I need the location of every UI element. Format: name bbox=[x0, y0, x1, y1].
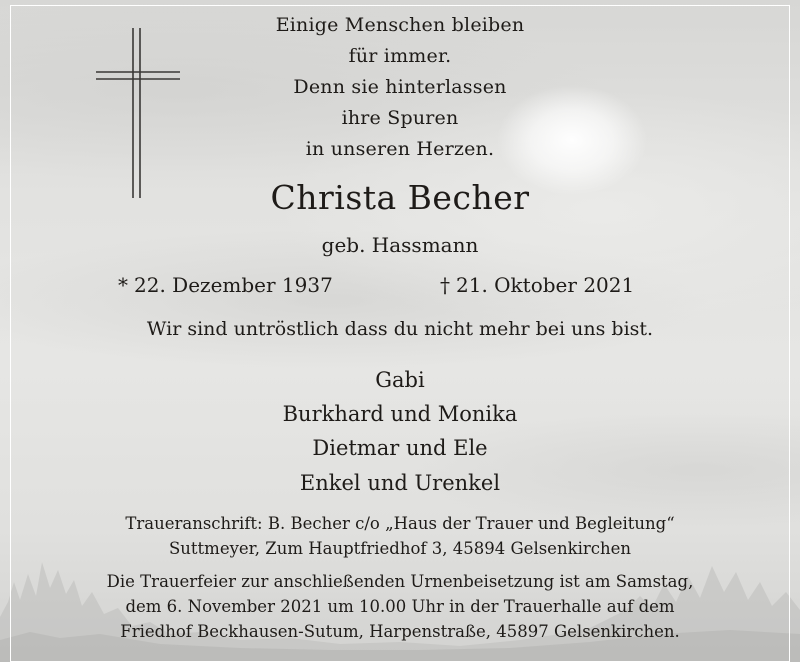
mourner-line-2: Burkhard und Monika bbox=[282, 402, 518, 426]
death-symbol: † bbox=[440, 273, 450, 297]
verse-line-2: für immer. bbox=[348, 45, 452, 67]
birth-date-text: 22. Dezember 1937 bbox=[134, 273, 333, 297]
address-line-2: Suttmeyer, Zum Hauptfriedhof 3, 45894 Gelsenkirchen bbox=[168, 539, 632, 558]
birth-date bbox=[118, 273, 333, 297]
mourner-line-4: Enkel und Urenkel bbox=[299, 471, 501, 495]
grief-line: Wir sind untröstlich dass du nicht mehr bei uns bist. bbox=[146, 318, 654, 340]
ceremony-line-3: Friedhof Beckhausen-Sutum, Harpenstraße, 45897 Gelsenkirchen. bbox=[120, 622, 680, 641]
verse-line-3: Denn sie hinterlassen bbox=[293, 76, 507, 98]
maiden-name: geb. Hassmann bbox=[321, 233, 479, 257]
address-line-1: Traueranschrift: B. Becher c/o „Haus der Trauer und Begleitung“ bbox=[125, 514, 675, 533]
death-date-text: 21. Oktober 2021 bbox=[456, 273, 635, 297]
mourner-line-1: Gabi bbox=[375, 368, 425, 392]
verse-line-4: ihre Spuren bbox=[341, 107, 459, 129]
deceased-name: Christa Becher bbox=[270, 178, 530, 217]
ceremony-line-2: dem 6. November 2021 um 10.00 Uhr in der Trauerhalle auf dem bbox=[125, 597, 675, 616]
verse-line-5: in unseren Herzen. bbox=[305, 138, 495, 160]
mourner-line-3: Dietmar und Ele bbox=[312, 436, 488, 460]
birth-symbol: * bbox=[118, 273, 128, 297]
death-date bbox=[440, 273, 634, 297]
verse-line-1: Einige Menschen bleiben bbox=[275, 14, 525, 36]
ceremony-line-1: Die Trauerfeier zur anschließenden Urnenbeisetzung ist am Samstag, bbox=[106, 572, 694, 591]
